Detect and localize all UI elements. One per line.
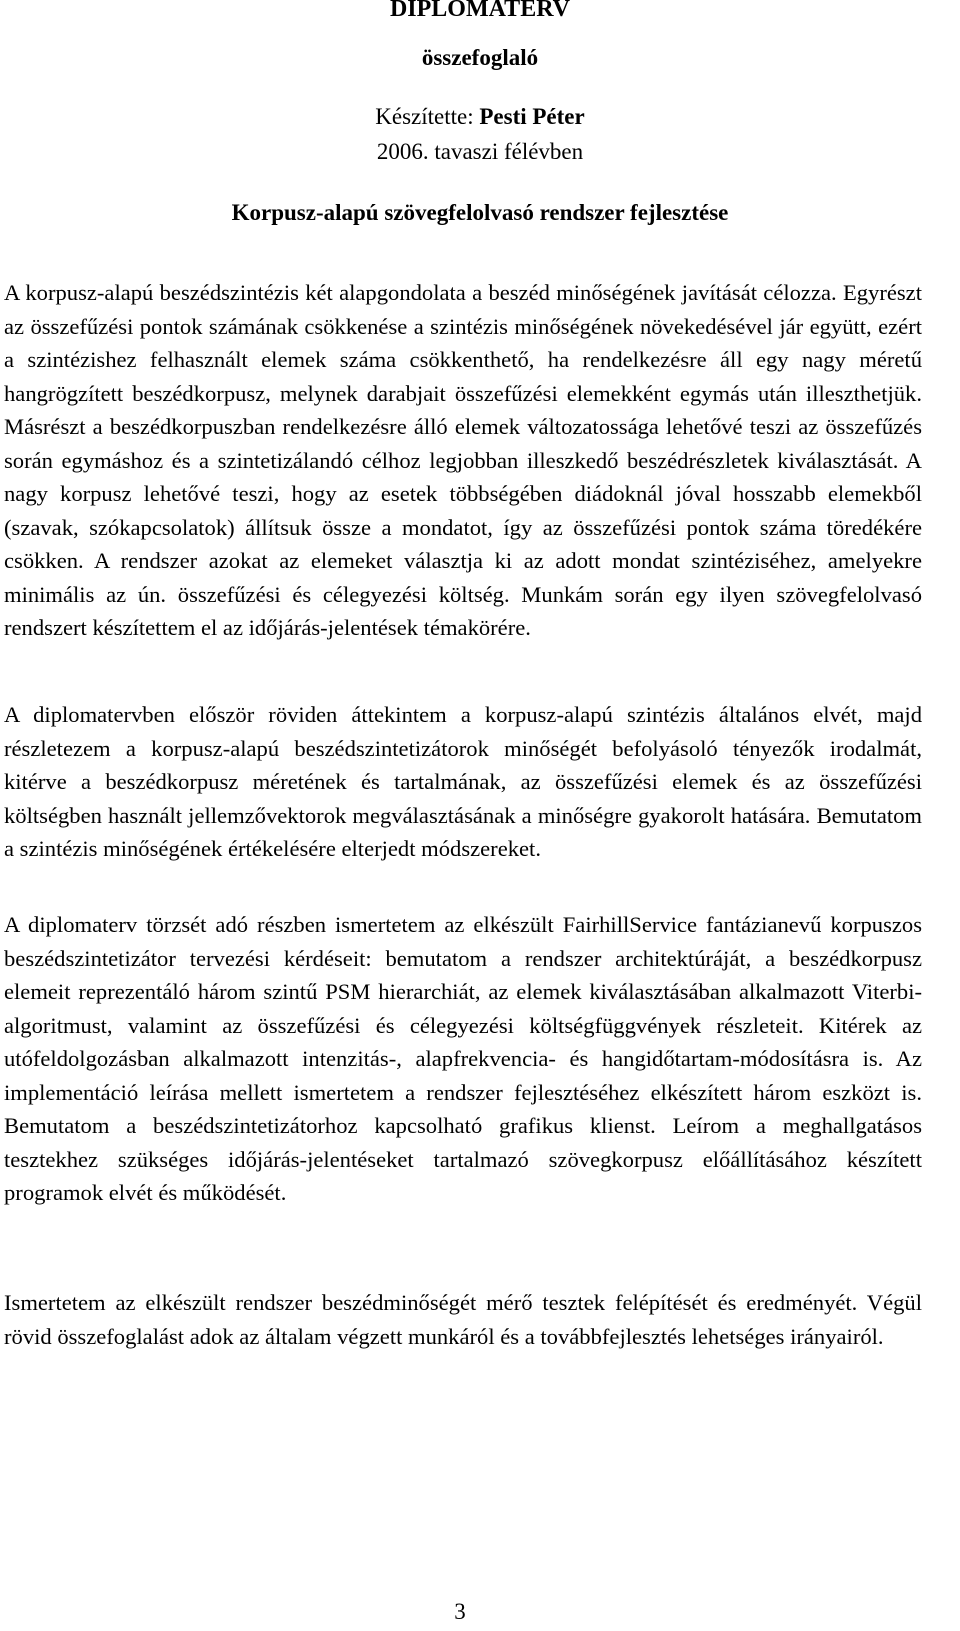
semester-line: 2006. tavaszi félévben bbox=[376, 139, 584, 164]
body-paragraph-1: A korpusz-alapú beszédszintézis két alapgondolata a beszéd minőségének javítását célozza. Egyrészt az összefűzési pontok számának csökkenése a szintézis minőségének növekedésével jár együtt, ezért a szintézishez felhasznált elemek száma csökkenthető, ha rendelkezésre áll egy nagy méretű hangrögzített beszédkorpusz, melynek darabjait összefűzési elemekként egymás után illeszthetjük. Másrészt a beszédkorpuszban rendelkezésre álló elemek változatossága lehetővé teszi az összefűzés során egymáshoz és a szintetizálandó célhoz legjobban illeszkedő beszédrészletek kiválasztását. A nagy korpusz lehetővé teszi, hogy az esetek többségében diádoknál jóval hosszabb elemekből (szavak, szókapcsolatok) állítsuk össze a mondatot, így az összefűzési pontok száma töredékére csökken. A rendszer azokat az elemeket választja ki az adott mondat szintéziséhez, amelyekre minimális az ún. összefűzési és célegyezési költség. Munkám során egy ilyen szövegfelolvasó rendszert készítettem el az időjárás-jelentések témakörére. bbox=[4, 280, 922, 640]
body-paragraph-4: Ismertetem az elkészült rendszer beszédminőségét mérő tesztek felépítését és eredményét. Végül rövid összefoglalást adok az általam végzett munkáról és a továbbfejlesztés lehetséges irányairól. bbox=[4, 1290, 922, 1349]
page-number: 3 bbox=[454, 1599, 466, 1624]
author-label: Készítette: bbox=[375, 104, 480, 129]
thesis-title: Korpusz-alapú szövegfelolvasó rendszer fejlesztése bbox=[231, 200, 729, 225]
document-type-heading: DIPLOMATERV bbox=[389, 0, 571, 22]
author-name: Pesti Péter bbox=[479, 104, 585, 129]
document-subtitle: összefoglaló bbox=[421, 45, 539, 70]
body-paragraph-3: A diplomaterv törzsét adó részben ismertetem az elkészült FairhillService fantázianevű korpuszos beszédszintetizátor tervezési kérdéseit: bemutatom a rendszer architektúráját, a beszédkorpusz elemeit reprezentáló három szintű PSM hierarchiát, az elemek kiválasztásában alkalmazott Viterbi-algoritmust, valamint az összefűzési és célegyezési költségfüggvények részleteit. Kitérek az utófeldolgozásban alkalmazott intenzitás-, alapfrekvencia- és hangidőtartam-módosításra is. Az implementáció leírása mellett ismertetem a rendszer fejlesztéséhez elkészített három eszközt is. Bemutatom a beszédszintetizátorhoz kapcsolható grafikus klienst. Leírom a meghallgatásos tesztekhez szükséges időjárás-jelentéseket tartalmazó szövegkorpusz előállításához készített programok elvét és működését. bbox=[4, 912, 922, 1205]
body-paragraph-2: A diplomatervben először röviden áttekintem a korpusz-alapú szintézis általános elvét, majd részletezem a korpusz-alapú beszédszintetizátorok minőségét befolyásoló tényezők irodalmát, kitérve a beszédkorpusz méretének és tartalmának, az összefűzési elemek és az összefűzési költségben használt jellemzővektorok megválasztásának a minőségre gyakorolt hatására. Bemutatom a szintézis minőségének értékelésére elterjedt módszereket. bbox=[4, 702, 922, 861]
author-line bbox=[0, 103, 960, 131]
